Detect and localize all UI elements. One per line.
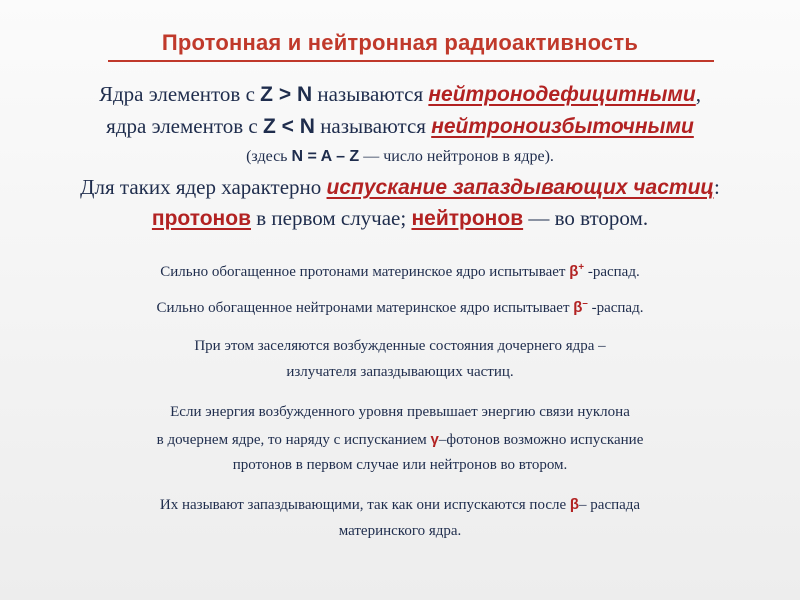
text: Для таких ядер характерно: [80, 175, 327, 199]
term-neutrons: нейтронов: [411, 207, 524, 230]
beta-sign: –: [582, 298, 588, 309]
text: ядра элементов с: [106, 114, 263, 138]
line-neutron-rich: [0, 114, 800, 139]
line-neutron-deficient: [0, 82, 800, 107]
text: Их называют запаздывающими, так как они испускаются после: [159, 497, 570, 513]
text: Сильно обогащенное нейтронами материнское ядро испытывает: [156, 300, 574, 316]
text: в дочернем ядре, то наряду с испусканием: [156, 432, 431, 448]
beta-sign: +: [578, 262, 585, 273]
paragraph-energy-1: Если энергия возбужденного уровня превышает энергию связи нуклона: [170, 404, 630, 420]
paragraph-excited-states-1: При этом заселяются возбужденные состояния дочернего ядра –: [194, 338, 606, 354]
operator-gt: >: [273, 83, 297, 106]
paragraph-beta-minus: [0, 298, 800, 317]
operator-lt: <: [275, 115, 300, 138]
text: Ядра элементов с: [98, 82, 261, 106]
symbol-z: Z: [263, 115, 276, 138]
text: (здесь: [246, 148, 292, 165]
paragraph-beta-plus: [0, 262, 800, 281]
text: -распад.: [584, 264, 640, 280]
paragraph-naming-1: [0, 496, 800, 514]
gamma-symbol: γ: [430, 431, 439, 448]
paragraph-naming-2: материнского ядра.: [338, 523, 462, 539]
text: -распад.: [587, 300, 644, 316]
beta-symbol: β: [569, 263, 579, 280]
text: :: [713, 175, 720, 199]
text: — во втором.: [523, 206, 649, 230]
beta-plus: [569, 263, 584, 280]
term-protons: протонов: [151, 207, 251, 230]
title-underline: [108, 60, 714, 62]
line-delayed-emission: [0, 175, 800, 200]
paragraph-energy-2: [0, 431, 800, 449]
paragraph-energy-3: протонов в первом случае или нейтронов во втором.: [232, 457, 568, 473]
text: ,: [695, 82, 702, 106]
text: – распада: [579, 497, 641, 513]
slide-title: Протонная и нейтронная радиоактивность: [161, 30, 639, 55]
text: –фотонов возможно испускание: [438, 432, 644, 448]
symbol-n: N: [296, 83, 313, 106]
text: — число нейтронов в ядре).: [359, 148, 554, 165]
line-definition: [0, 148, 800, 166]
text: в первом случае;: [250, 206, 412, 230]
symbol-z: Z: [260, 83, 273, 106]
text: Сильно обогащенное протонами материнское ядро испытывает: [160, 264, 570, 280]
beta-symbol: β: [573, 299, 583, 316]
beta-minus: [573, 299, 588, 316]
symbol-n: N: [299, 115, 315, 138]
line-protons-neutrons: [0, 206, 800, 231]
term-neutron-deficient: нейтронодефицитными: [428, 83, 696, 106]
text: называются: [312, 82, 429, 106]
term-neutron-rich: нейтроноизбыточными: [431, 115, 694, 138]
beta-symbol: β: [569, 496, 580, 513]
paragraph-excited-states-2: излучателя запаздывающих частиц.: [286, 364, 514, 380]
term-delayed-emission: испускание запаздывающих частиц: [326, 176, 714, 199]
equation-n: N = A – Z: [291, 148, 360, 165]
text: называются: [314, 114, 432, 138]
